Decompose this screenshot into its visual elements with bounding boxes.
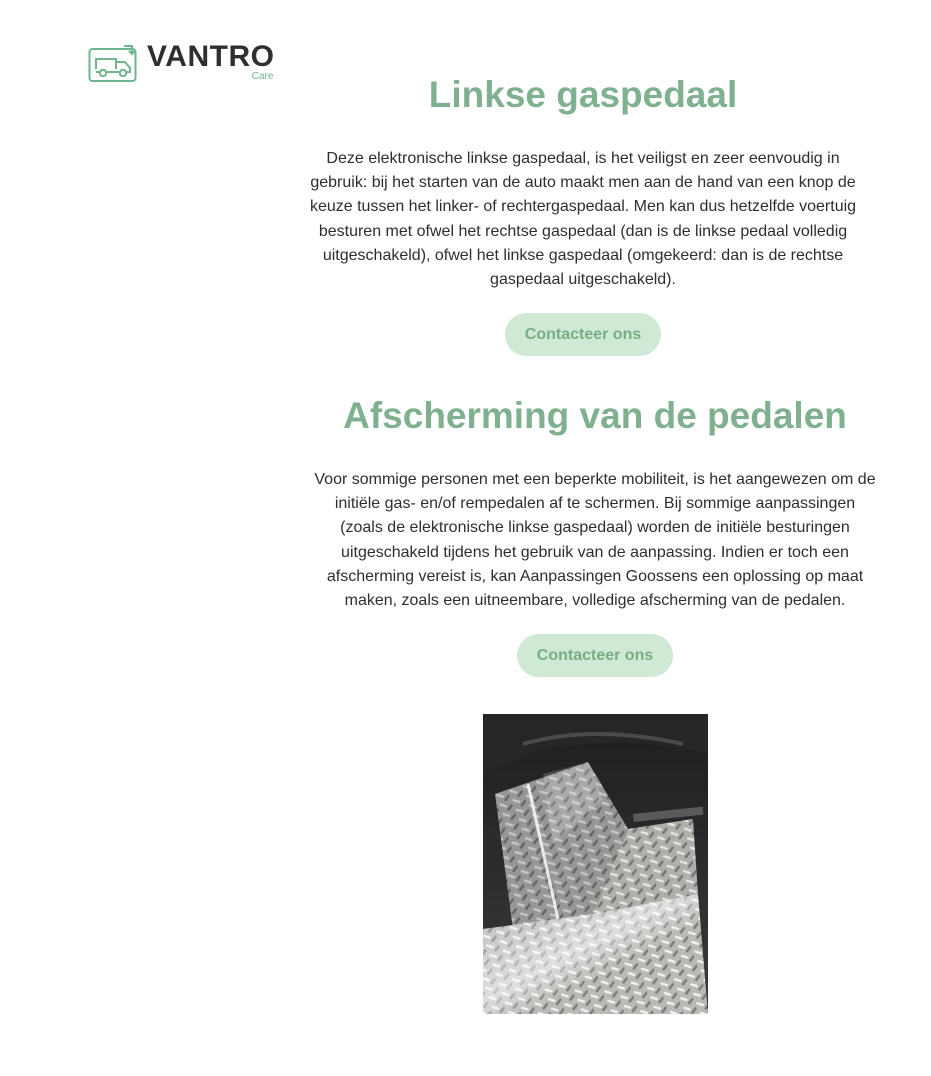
section-linkse-gaspedaal xyxy=(292,73,874,356)
body-line: gebruik: bij het starten van de auto maakt men aan de hand van een knop de xyxy=(310,174,856,192)
body-line: Deze elektronische linkse gaspedaal, is het veiligst en zeer eenvoudig in xyxy=(326,150,840,167)
van-icon xyxy=(88,44,138,84)
body-line: uitgeschakeld), ofwel het linkse gaspedaal (omgekeerd: dan is de rechtse xyxy=(322,246,844,264)
logo-name: VANTRO xyxy=(147,40,275,73)
section-afscherming-pedalen xyxy=(292,394,898,677)
section-body xyxy=(292,147,874,292)
body-line: Voor sommige personen met een beperkte mobiliteit, is het aangewezen om de xyxy=(314,471,876,488)
logo-subtitle: Care xyxy=(251,71,274,82)
body-line: maken, zoals een uitneembare, volledige afscherming van de pedalen. xyxy=(344,592,846,610)
logo[interactable] xyxy=(88,42,274,84)
logo-text xyxy=(147,40,275,82)
contact-button[interactable]: Contacteer ons xyxy=(505,313,661,356)
body-line: gaspedaal uitgeschakeld). xyxy=(490,271,676,289)
pedal-cover-photo xyxy=(483,714,708,1014)
section-body xyxy=(292,468,898,613)
body-line: besturen met ofwel het rechtse gaspedaal (dan is de linkse pedaal volledig xyxy=(318,222,848,240)
section-title: Afscherming van de pedalen xyxy=(343,395,847,436)
body-line: (zoals de elektronische linkse gaspedaal) worden de initiële besturingen xyxy=(340,519,850,537)
body-line: initiële gas- en/of rempedalen af te schermen. Bij sommige aanpassingen xyxy=(334,495,856,513)
body-line: afscherming vereist is, kan Aanpassingen Goossens een oplossing op maat xyxy=(326,567,864,585)
contact-button[interactable]: Contacteer ons xyxy=(517,634,673,677)
section-title: Linkse gaspedaal xyxy=(428,74,738,115)
body-line: uitgeschakeld tijdens het gebruik van de aanpassing. Indien er toch een xyxy=(341,543,849,561)
body-line: keuze tussen het linker- of rechtergaspedaal. Men kan dus hetzelfde voertuig xyxy=(309,198,857,216)
